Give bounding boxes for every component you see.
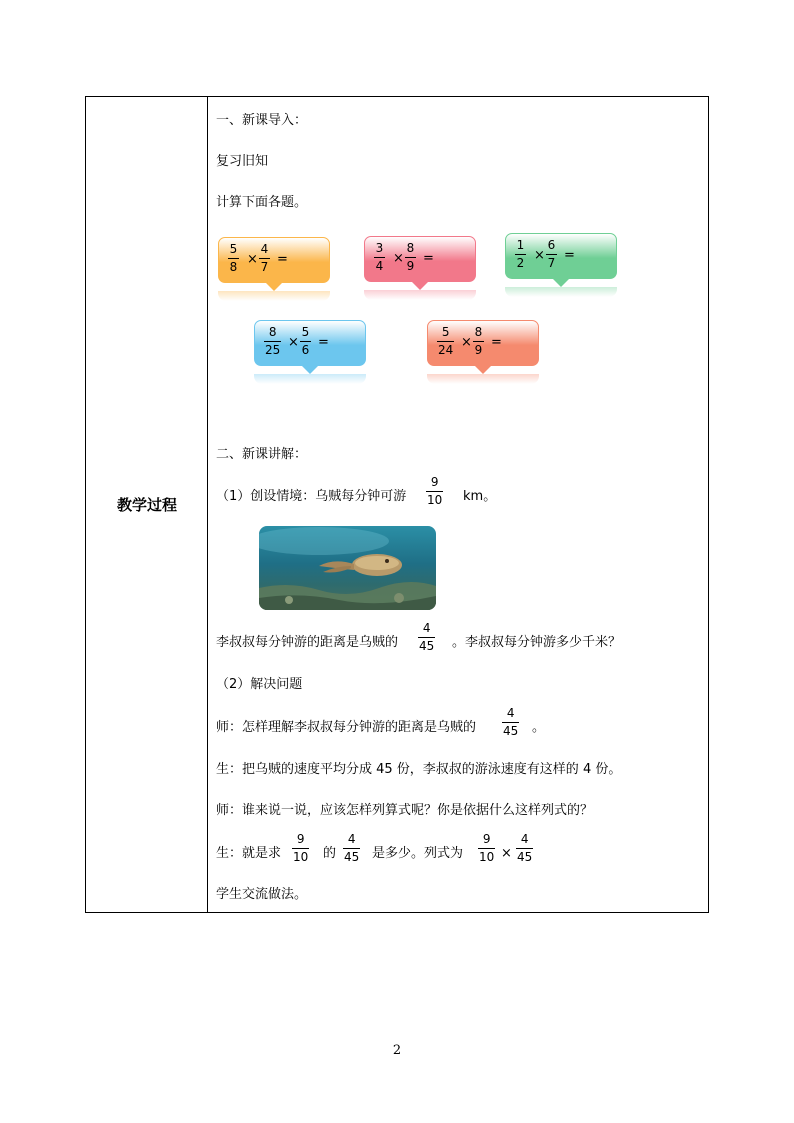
- bubble-reflection: [364, 290, 476, 300]
- bubble-reflection: [427, 374, 539, 384]
- fraction-bar: [437, 341, 454, 342]
- fraction-numerator: 4: [260, 242, 269, 256]
- fraction-ratio-3: [343, 833, 360, 864]
- exercise-bubble: [254, 320, 366, 366]
- fraction-bar: [374, 257, 385, 258]
- bubble-reflection: [218, 291, 330, 301]
- fraction-numerator: 4: [422, 621, 431, 635]
- fraction-denominator: 8: [229, 260, 238, 274]
- fraction-denominator: 45: [419, 639, 435, 653]
- fraction: [473, 326, 484, 357]
- student-answer-1: 生：把乌贼的速度平均分成 45 份，李叔叔的游泳速度有这样的 4 份。: [216, 762, 622, 777]
- fraction-denominator: 7: [260, 260, 269, 274]
- fraction-denominator: 24: [438, 343, 454, 357]
- student-answer-2-of: 的: [323, 846, 337, 861]
- review-label: 复习旧知: [216, 154, 269, 169]
- section1-heading: 一、新课导入：: [216, 113, 308, 128]
- exercise-bubble: [364, 236, 476, 282]
- page-number: 2: [392, 1043, 402, 1058]
- fraction-denominator: 45: [517, 850, 533, 864]
- fraction: [437, 326, 454, 357]
- fraction-bar: [259, 258, 270, 259]
- teacher-question-2: 师：谁来说一说，应该怎样列算式呢？你是依据什么这样列式的？: [216, 803, 594, 818]
- fraction-ratio-4: [516, 833, 533, 864]
- fraction: [300, 326, 311, 357]
- fraction-numerator: 8: [268, 325, 277, 339]
- equals-sign: =: [564, 248, 575, 263]
- fraction-denominator: 2: [516, 256, 525, 270]
- fraction-denominator: 10: [293, 850, 309, 864]
- teacher-question-1: 师：怎样理解李叔叔每分钟游的距离是乌贼的: [216, 720, 477, 735]
- fraction-numerator: 3: [375, 241, 384, 255]
- times-sign: ×: [501, 846, 512, 861]
- exercise-bubble: [505, 233, 617, 279]
- solve-heading: （2）解决问题: [216, 677, 303, 692]
- fraction-bar: [546, 254, 557, 255]
- row-label: 教学过程: [116, 496, 177, 514]
- exercise-bubble: [218, 237, 330, 283]
- fraction-numerator: 4: [347, 832, 356, 846]
- section2-heading: 二、新课讲解：: [216, 447, 308, 462]
- fraction-bar: [516, 848, 533, 849]
- fraction-numerator: 9: [430, 475, 439, 489]
- fraction-denominator: 10: [427, 493, 443, 507]
- fraction-denominator: 9: [474, 343, 483, 357]
- equals-sign: =: [277, 252, 288, 267]
- equals-sign: =: [423, 251, 434, 266]
- fraction-numerator: 5: [229, 242, 238, 256]
- fraction-denominator: 10: [479, 850, 495, 864]
- fraction-ratio: [418, 622, 435, 653]
- fraction-bar: [343, 848, 360, 849]
- fraction-bar: [515, 254, 526, 255]
- fraction-numerator: 5: [441, 325, 450, 339]
- fraction-bar: [405, 257, 416, 258]
- fraction: [515, 239, 526, 270]
- fraction-denominator: 45: [344, 850, 360, 864]
- question-text-start: 李叔叔每分钟游的距离是乌贼的: [216, 635, 399, 650]
- fraction-numerator: 4: [506, 706, 515, 720]
- fraction-numerator: 8: [406, 241, 415, 255]
- exercise-bubble: [427, 320, 539, 366]
- bubble-reflection: [254, 374, 366, 384]
- fraction: [546, 239, 557, 270]
- closing-text: 学生交流做法。: [216, 887, 308, 902]
- fraction-denominator: 25: [265, 343, 281, 357]
- fraction-speed: [426, 476, 443, 507]
- fraction-denominator: 9: [406, 259, 415, 273]
- fraction-bar: [473, 341, 484, 342]
- left-column: [86, 97, 208, 912]
- cuttlefish-illustration: [259, 526, 436, 610]
- fraction-bar: [418, 637, 435, 638]
- fraction-bar: [478, 848, 495, 849]
- bubble-reflection: [505, 287, 617, 297]
- times-sign: ×: [288, 335, 299, 350]
- fraction-bar: [264, 341, 281, 342]
- fraction-denominator: 4: [375, 259, 384, 273]
- equals-sign: =: [491, 335, 502, 350]
- times-sign: ×: [461, 335, 472, 350]
- fraction: [374, 242, 385, 273]
- fraction-numerator: 9: [482, 832, 491, 846]
- fraction-denominator: 45: [503, 724, 519, 738]
- fraction-speed-2: [292, 833, 309, 864]
- fraction-numerator: 8: [474, 325, 483, 339]
- fraction-numerator: 5: [301, 325, 310, 339]
- equals-sign: =: [318, 335, 329, 350]
- student-answer-2-start: 生：就是求: [216, 846, 282, 861]
- fraction-numerator: 1: [516, 238, 525, 252]
- fraction-ratio-2: [502, 707, 519, 738]
- fraction-bar: [228, 258, 239, 259]
- instruction-text: 计算下面各题。: [216, 195, 308, 210]
- question-text-end: 。李叔叔每分钟游多少千米？: [452, 635, 622, 650]
- fraction: [405, 242, 416, 273]
- fraction: [228, 243, 239, 274]
- fraction-numerator: 9: [296, 832, 305, 846]
- fraction-bar: [300, 341, 311, 342]
- fraction-bar: [292, 848, 309, 849]
- teacher-question-1-end: 。: [532, 720, 546, 735]
- fraction-bar: [502, 722, 519, 723]
- fraction-numerator: 4: [520, 832, 529, 846]
- student-answer-2-mid: 是多少。列式为: [372, 846, 464, 861]
- speed-unit: km。: [463, 489, 497, 504]
- fraction: [264, 326, 281, 357]
- fraction-numerator: 6: [547, 238, 556, 252]
- fraction-speed-3: [478, 833, 495, 864]
- times-sign: ×: [393, 251, 404, 266]
- times-sign: ×: [534, 248, 545, 263]
- fraction-bar: [426, 491, 443, 492]
- scenario-text: （1）创设情境：乌贼每分钟可游: [216, 489, 407, 504]
- fraction: [259, 243, 270, 274]
- fraction-denominator: 7: [547, 256, 556, 270]
- times-sign: ×: [247, 252, 258, 267]
- cuttlefish-photo: [259, 526, 436, 610]
- fraction-denominator: 6: [301, 343, 310, 357]
